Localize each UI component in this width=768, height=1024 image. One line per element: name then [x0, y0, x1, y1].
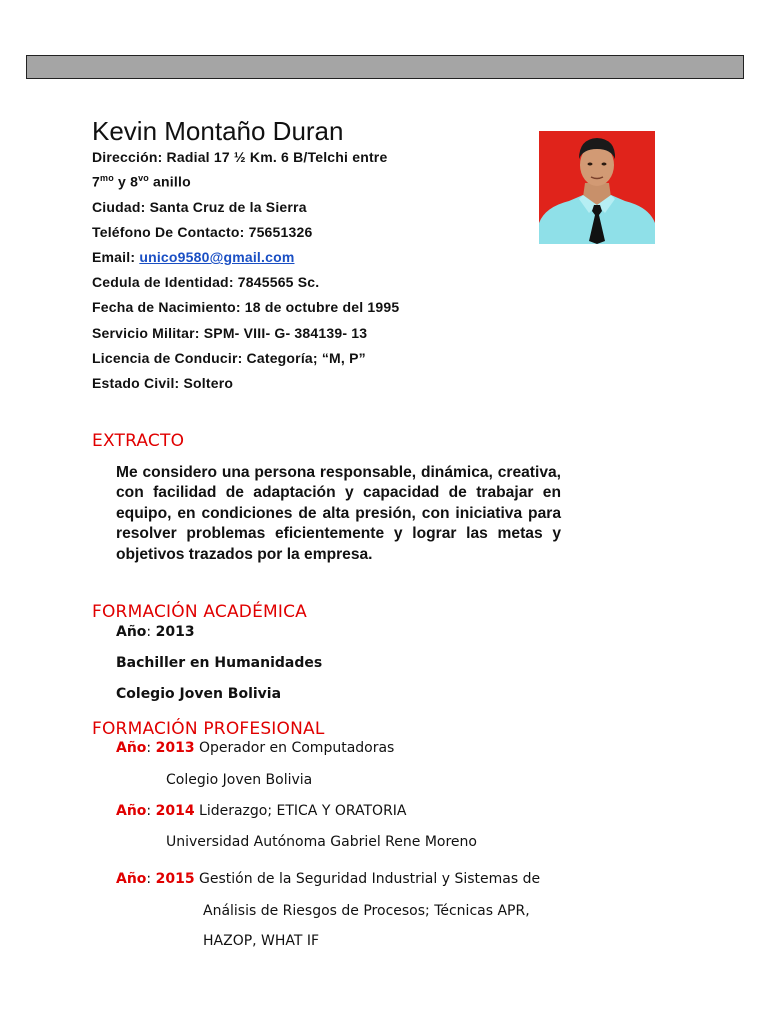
phone-line: Teléfono De Contacto: 75651326 [92, 224, 313, 240]
city-line: Ciudad: Santa Cruz de la Sierra [92, 199, 307, 215]
birth-date-line: Fecha de Nacimiento: 18 de octubre del 1995 [92, 299, 400, 315]
professional-item-3: Año: 2015 Gestión de la Seguridad Industrial y Sistemas de [116, 871, 541, 887]
professional-title: FORMACIÓN PROFESIONAL [92, 719, 325, 739]
professional-item-1-institution: Colegio Joven Bolivia [166, 772, 313, 788]
address-line-2: $7^{mo}$ y $8^{vo}$ anillo [92, 173, 191, 190]
military-service-line: Servicio Militar: SPM- VIII- G- 384139- 13 [92, 325, 368, 341]
academic-school: Colegio Joven Bolivia [116, 686, 282, 702]
professional-item-3-line-3: HAZOP, WHAT IF [203, 933, 320, 949]
professional-item-3-line-2: Análisis de Riesgos de Procesos; Técnicas APR, [203, 903, 530, 919]
professional-item-2-institution: Universidad Autónoma Gabriel Rene Moreno [166, 834, 477, 850]
extract-text: Me considero una persona responsable, dinámica, creativa, con facilidad de adaptación y capacidad de trabajar en equipo, en condiciones de alta presión, con iniciativa para resolver problemas eficientemente y lograr las metas y objetivos trazados por la empresa. [116, 464, 561, 563]
extract-title: EXTRACTO [92, 431, 185, 451]
driver-license-line: Licencia de Conducir: Categoría; “M, P” [92, 350, 366, 366]
email-label: Email: [92, 249, 140, 265]
email-link[interactable]: unico9580@gmail.com [139, 249, 295, 265]
header-bar [26, 55, 744, 79]
id-card-line: Cedula de Identidad: 7845565 Sc. [92, 274, 320, 290]
professional-item-2: Año: 2014 Liderazgo; ETICA Y ORATORIA [116, 803, 407, 819]
email-line [92, 249, 294, 265]
academic-degree: Bachiller en Humanidades [116, 655, 323, 671]
academic-title: FORMACIÓN ACADÉMICA [92, 602, 307, 622]
profile-photo [539, 131, 655, 244]
academic-year: Año: 2013 [116, 624, 195, 640]
candidate-name: Kevin Montaño Duran [92, 116, 344, 146]
address-line-1: Dirección: Radial 17 ½ Km. 6 B/Telchi entre [92, 149, 388, 165]
professional-item-1: Año: 2013 Operador en Computadoras [116, 740, 395, 756]
civil-status-line: Estado Civil: Soltero [92, 375, 234, 391]
